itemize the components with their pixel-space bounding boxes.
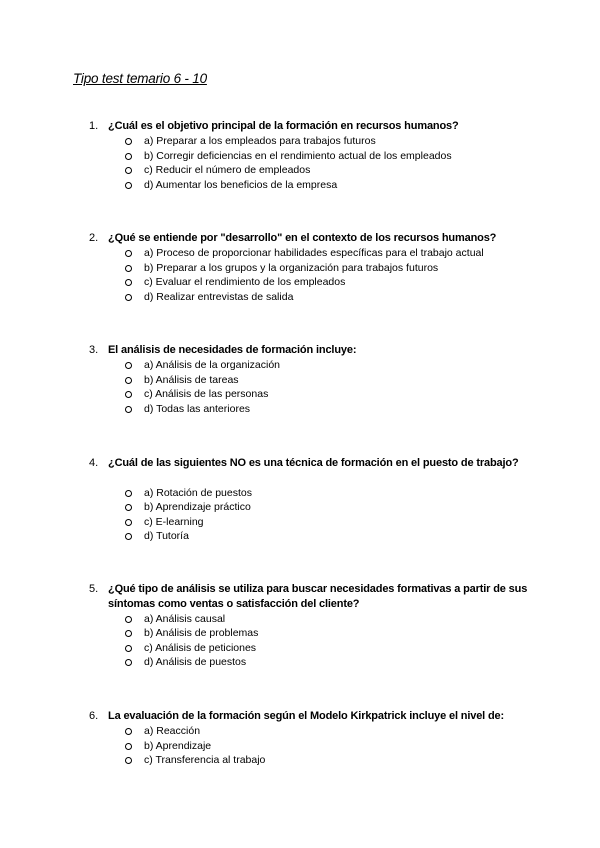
- question-number: 5.: [89, 583, 99, 595]
- radio-circle-icon: [125, 250, 132, 257]
- option-c[interactable]: c) Evaluar el rendimiento de los empleados: [0, 275, 500, 290]
- option-d[interactable]: d) Análisis de puestos: [0, 655, 500, 670]
- radio-circle-icon: [125, 391, 132, 398]
- radio-circle-icon: [125, 757, 132, 764]
- question-text: La evaluación de la formación según el Modelo Kirkpatrick incluye el nivel de:: [108, 710, 505, 722]
- option-d[interactable]: d) Todas las anteriores: [0, 402, 500, 417]
- radio-circle-icon: [125, 265, 132, 272]
- document-title: Tipo test temario 6 - 10: [73, 71, 207, 86]
- radio-circle-icon: [125, 406, 132, 413]
- question-text: El análisis de necesidades de formación incluye:: [108, 344, 357, 356]
- question-text: ¿Cuál de las siguientes NO es una técnica de formación en el puesto de trabajo?: [108, 457, 519, 469]
- radio-circle-icon: [125, 533, 132, 540]
- question-text: ¿Cuál es el objetivo principal de la formación en recursos humanos?: [108, 120, 459, 132]
- question-number: 1.: [89, 120, 99, 132]
- option-d[interactable]: d) Tutoría: [0, 529, 500, 544]
- radio-circle-icon: [125, 490, 132, 497]
- option-d[interactable]: d) Aumentar los beneficios de la empresa: [0, 178, 500, 193]
- radio-circle-icon: [125, 377, 132, 384]
- option-c[interactable]: c) E-learning: [0, 515, 500, 530]
- option-b[interactable]: b) Análisis de tareas: [0, 373, 500, 388]
- question-number: 3.: [89, 344, 99, 356]
- radio-circle-icon: [125, 182, 132, 189]
- radio-circle-icon: [125, 659, 132, 666]
- option-b[interactable]: b) Corregir deficiencias en el rendimiento actual de los empleados: [0, 149, 500, 164]
- radio-circle-icon: [125, 294, 132, 301]
- option-a[interactable]: a) Análisis causal: [0, 612, 500, 627]
- option-c[interactable]: c) Transferencia al trabajo: [0, 753, 500, 768]
- radio-circle-icon: [125, 279, 132, 286]
- question-text: ¿Qué tipo de análisis se utiliza para buscar necesidades formativas a partir de sus síntomas como ventas o satisfacción del cliente?: [108, 583, 528, 610]
- option-a[interactable]: a) Rotación de puestos: [0, 486, 500, 501]
- radio-circle-icon: [125, 743, 132, 750]
- radio-circle-icon: [125, 138, 132, 145]
- radio-circle-icon: [125, 504, 132, 511]
- option-c[interactable]: c) Análisis de peticiones: [0, 641, 500, 656]
- radio-circle-icon: [125, 519, 132, 526]
- radio-circle-icon: [125, 167, 132, 174]
- radio-circle-icon: [125, 616, 132, 623]
- option-b[interactable]: b) Aprendizaje: [0, 739, 500, 754]
- radio-circle-icon: [125, 645, 132, 652]
- option-b[interactable]: b) Aprendizaje práctico: [0, 500, 500, 515]
- question-number: 4.: [89, 457, 99, 469]
- option-a[interactable]: a) Análisis de la organización: [0, 358, 500, 373]
- option-c[interactable]: c) Reducir el número de empleados: [0, 163, 500, 178]
- radio-circle-icon: [125, 728, 132, 735]
- option-c[interactable]: c) Análisis de las personas: [0, 387, 500, 402]
- question-number: 2.: [89, 232, 99, 244]
- option-b[interactable]: b) Análisis de problemas: [0, 626, 500, 641]
- radio-circle-icon: [125, 362, 132, 369]
- option-b[interactable]: b) Preparar a los grupos y la organización para trabajos futuros: [0, 261, 500, 276]
- radio-circle-icon: [125, 630, 132, 637]
- option-d[interactable]: d) Realizar entrevistas de salida: [0, 290, 500, 305]
- question-text: ¿Qué se entiende por "desarrollo" en el contexto de los recursos humanos?: [108, 232, 497, 244]
- question-number: 6.: [89, 710, 99, 722]
- option-a[interactable]: a) Proceso de proporcionar habilidades específicas para el trabajo actual: [0, 246, 500, 261]
- option-a[interactable]: a) Preparar a los empleados para trabajos futuros: [0, 134, 500, 149]
- radio-circle-icon: [125, 153, 132, 160]
- option-a[interactable]: a) Reacción: [0, 724, 500, 739]
